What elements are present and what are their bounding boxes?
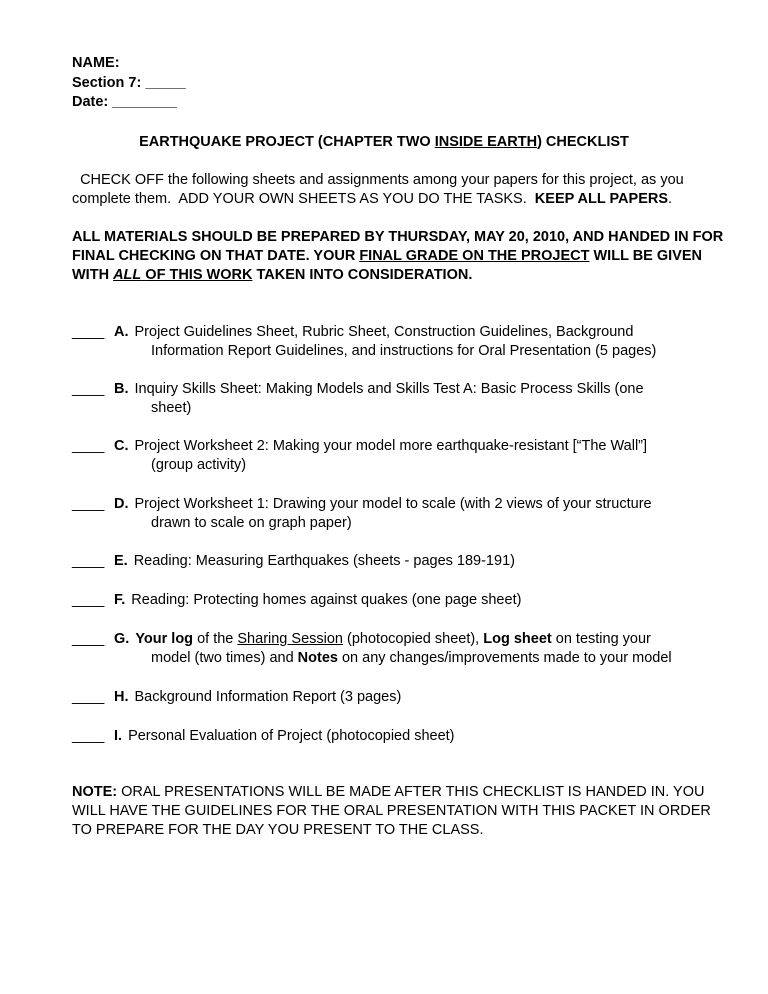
check-blank: ____ — [72, 553, 105, 569]
deadline-part2: WILL BE GIVEN WITH — [72, 248, 702, 283]
item-g-text3: on testing your — [551, 631, 651, 647]
item-letter: C. — [114, 438, 129, 454]
item-text: Reading: Measuring Earthquakes (sheets - pages 189-191) — [133, 553, 515, 569]
title-underlined: INSIDE EARTH — [434, 134, 538, 150]
item-letter: D. — [114, 496, 129, 512]
checklist-item-b — [72, 380, 732, 418]
deadline-paragraph — [72, 228, 732, 285]
item-letter: G. — [114, 631, 130, 647]
note-label: NOTE: — [72, 784, 118, 800]
intro-bold: KEEP ALL PAPERS — [534, 191, 669, 207]
header-block — [72, 54, 186, 113]
item-text-cont: (group activity) — [151, 457, 247, 473]
title-post: ) CHECKLIST — [537, 134, 629, 150]
date-label: Date: ________ — [72, 94, 177, 110]
item-letter: A. — [114, 324, 129, 340]
deadline-part3: TAKEN INTO CONSIDERATION. — [252, 267, 473, 283]
checklist-item-e — [72, 552, 732, 571]
item-text-cont — [151, 649, 732, 668]
note-text: ORAL PRESENTATIONS WILL BE MADE AFTER THIS CHECKLIST IS HANDED IN. YOU WILL HAVE THE GUIDELINES FOR THE ORAL PRESENTATION WITH THIS PACKET IN ORDER TO PREPARE FOR THE DAY YOU PRESENT TO THE CLASS. — [72, 784, 711, 838]
item-g-bold-log-sheet: Log sheet — [483, 631, 552, 647]
deadline-all: ALL — [113, 267, 142, 283]
check-blank: ____ — [72, 496, 105, 512]
item-g-text2: (photocopied sheet), — [342, 631, 484, 647]
page-title — [0, 133, 768, 152]
item-g-bold-log: Your log — [135, 631, 194, 647]
note-paragraph — [72, 783, 732, 840]
checklist-item-c — [72, 437, 732, 475]
checklist-item-i — [72, 727, 732, 746]
item-letter: F. — [114, 592, 126, 608]
item-text-cont: sheet) — [151, 400, 192, 416]
name-label: NAME: — [72, 55, 120, 71]
check-blank: ____ — [72, 592, 105, 608]
deadline-underline1: FINAL GRADE ON THE PROJECT — [359, 248, 590, 264]
deadline-underline2: OF THIS WORK — [145, 267, 253, 283]
item-text: Project Worksheet 1: Drawing your model to scale (with 2 views of your structure — [134, 496, 652, 512]
item-text-cont: Information Report Guidelines, and instructions for Oral Presentation (5 pages) — [151, 343, 657, 359]
check-blank: ____ — [72, 438, 105, 454]
item-g-text1: of the — [193, 631, 238, 647]
item-letter: B. — [114, 381, 129, 397]
checklist-item-d — [72, 495, 732, 533]
checklist-item-g — [72, 630, 732, 668]
section-label: Section 7: _____ — [72, 74, 186, 91]
checklist-item-h — [72, 688, 732, 707]
item-g-line2a: model (two times) and — [151, 650, 298, 666]
check-blank: ____ — [72, 689, 105, 705]
item-text — [135, 631, 651, 647]
item-letter: E. — [114, 553, 128, 569]
item-letter: I. — [114, 728, 123, 744]
item-letter: H. — [114, 689, 129, 705]
item-text: Personal Evaluation of Project (photocopied sheet) — [128, 728, 455, 744]
item-text: Reading: Protecting homes against quakes (one page sheet) — [131, 592, 522, 608]
intro-text: CHECK OFF the following sheets and assignments among your papers for this project, as you complete them. ADD YOUR OWN SHEETS AS YOU DO THE TASKS. — [72, 172, 688, 207]
item-text: Inquiry Skills Sheet: Making Models and Skills Test A: Basic Process Skills (one — [134, 381, 644, 397]
item-text: Project Worksheet 2: Making your model more earthquake-resistant [“The Wall”] — [134, 438, 648, 454]
checklist-item-a — [72, 323, 732, 361]
item-text-cont: drawn to scale on graph paper) — [151, 515, 352, 531]
intro-paragraph — [72, 171, 722, 209]
item-text: Background Information Report (3 pages) — [134, 689, 402, 705]
checklist-item-f — [72, 591, 732, 610]
check-blank: ____ — [72, 381, 105, 397]
check-blank: ____ — [72, 631, 105, 647]
check-blank: ____ — [72, 324, 105, 340]
title-pre: EARTHQUAKE PROJECT (CHAPTER TWO — [139, 134, 435, 150]
item-g-line2b: on any changes/improvements made to your model — [337, 650, 672, 666]
item-text: Project Guidelines Sheet, Rubric Sheet, Construction Guidelines, Background — [134, 324, 634, 340]
deadline-part1: ALL MATERIALS SHOULD BE PREPARED BY THURSDAY, MAY 20, 2010, AND HANDED IN FOR FINAL CHECKING ON THAT DATE. YOUR — [72, 229, 724, 264]
intro-end: . — [668, 191, 673, 207]
check-blank: ____ — [72, 728, 105, 744]
item-g-bold-notes: Notes — [297, 650, 338, 666]
item-g-sharing-session: Sharing Session — [237, 631, 343, 647]
